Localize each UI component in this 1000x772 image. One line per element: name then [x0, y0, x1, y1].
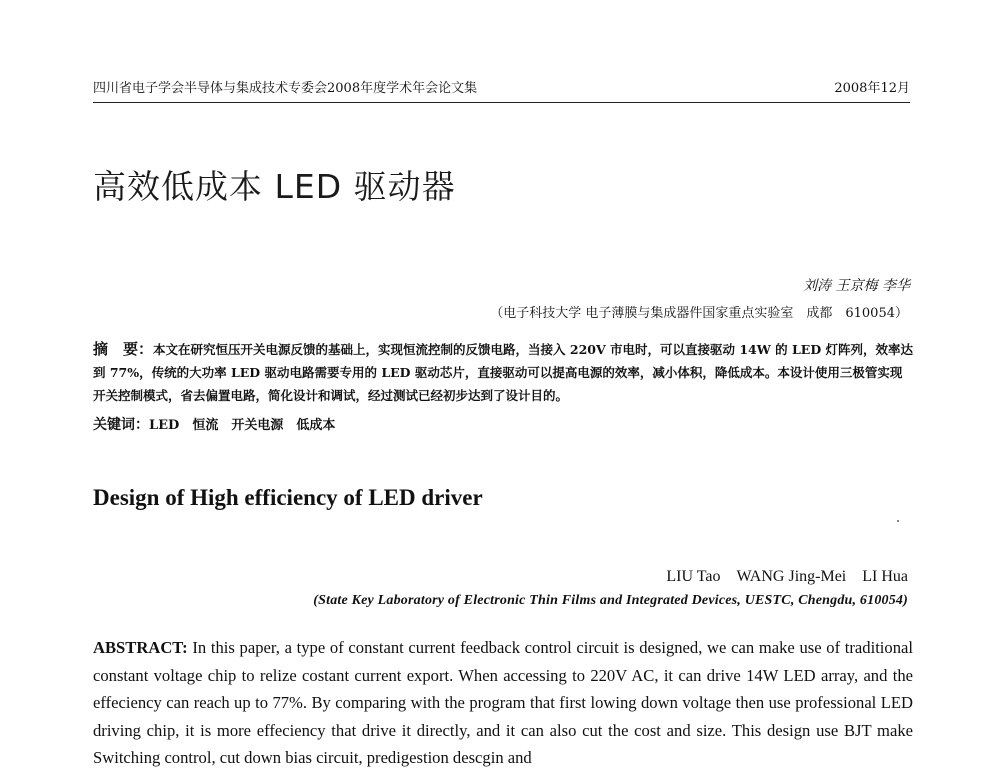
chinese-affiliation: （电子科技大学 电子薄膜与集成器件国家重点实验室 成都 610054）: [490, 306, 908, 321]
english-abstract-label: ABSTRACT:: [93, 638, 188, 657]
chinese-abstract-text: 本文在研究恒压开关电源反馈的基础上，实现恒流控制的反馈电路，当接入 220V 市电时，可以直接驱动 14W 的 LED 灯阵列，效率达到 77%，传统的大功率 LED 驱动电路需要专用的 LED 驱动芯片，直接驱动可以提高电源的效率，减小体积，降低成本。本设计使用三极管实现开关控制模式，省去偏置电路，简化设计和调试，经过测试已经初步达到了设计目的。: [93, 342, 914, 403]
chinese-abstract: [93, 338, 913, 407]
running-header: [93, 80, 910, 103]
chinese-keywords-label: 关键词：: [93, 417, 149, 433]
chinese-abstract-label: 摘 要：: [93, 340, 154, 358]
chinese-keywords-text: LED 恒流 开关电源 低成本: [149, 418, 336, 433]
english-authors: LIU Tao WANG Jing-Mei LI Hua: [666, 568, 908, 585]
english-abstract-text: In this paper, a type of constant current feedback control circuit is designed, we can make use of traditional constant voltage chip to relize costant current export. When accessing to 220V AC, it can drive 14W LED array, and the effeciency can reach up to 77%. By comparing with the program that first lowing down voltage then use professional LED driving chip, it is more effeciency that drive it directly, and it can also cut the cost and size. This design use BJT make Switching control, cut down bias circuit, predigestion descgin and: [93, 638, 913, 767]
chinese-title: 高效低成本 LED 驱动器: [93, 167, 456, 206]
chinese-keywords: [93, 414, 335, 434]
english-affiliation: (State Key Laboratory of Electronic Thin Films and Integrated Devices, UESTC, Chengdu, 610054): [313, 593, 908, 608]
journal-name: 四川省电子学会半导体与集成技术专委会2008年度学术年会论文集: [93, 81, 478, 96]
chinese-authors: 刘涛 王京梅 李华: [803, 278, 910, 294]
english-title: Design of High efficiency of LED driver: [93, 485, 483, 510]
scan-speck: [897, 520, 899, 522]
english-abstract: [93, 634, 913, 772]
publication-date: 2008年12月: [834, 81, 910, 96]
